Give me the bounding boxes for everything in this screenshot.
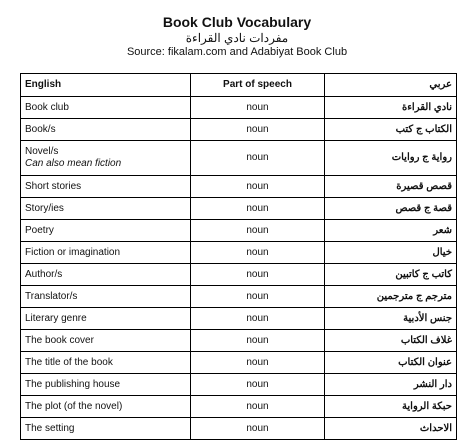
table-row <box>21 198 457 220</box>
arabic-cell: دار النشر <box>325 374 457 396</box>
english-term: Poetry <box>25 224 54 236</box>
english-cell <box>21 242 191 264</box>
table-row <box>21 418 457 440</box>
arabic-cell: رواية ج روايات <box>325 141 457 176</box>
table-row <box>21 220 457 242</box>
english-cell <box>21 330 191 352</box>
english-term: Novel/s <box>25 146 59 157</box>
english-note: Can also mean fiction <box>25 158 122 169</box>
english-term: The plot (of the novel) <box>25 400 123 412</box>
arabic-cell: شعر <box>325 220 457 242</box>
table-row <box>21 119 457 141</box>
english-cell <box>21 396 191 418</box>
source-line: Source: fikalam.com and Adabiyat Book Club <box>126 46 348 58</box>
english-cell <box>21 198 191 220</box>
english-cell <box>21 264 191 286</box>
part-of-speech-cell: noun <box>191 418 325 440</box>
english-cell <box>21 119 191 141</box>
table-row <box>21 242 457 264</box>
table-row <box>21 97 457 119</box>
arabic-cell: غلاف الكتاب <box>325 330 457 352</box>
table-body <box>21 97 457 440</box>
arabic-cell: نادي القراءة <box>325 97 457 119</box>
arabic-cell: كاتب ج كاتبين <box>325 264 457 286</box>
english-term: Fiction or imagination <box>25 246 121 258</box>
english-term: Author/s <box>25 268 63 280</box>
part-of-speech-cell: noun <box>191 396 325 418</box>
vocabulary-table <box>20 73 457 440</box>
english-term: Book club <box>25 101 69 113</box>
part-of-speech-cell: noun <box>191 198 325 220</box>
english-cell <box>21 97 191 119</box>
header-english: English <box>21 74 191 97</box>
arabic-cell: الكتاب ج كتب <box>325 119 457 141</box>
table-row <box>21 286 457 308</box>
arabic-cell: عنوان الكتاب <box>325 352 457 374</box>
table-row <box>21 374 457 396</box>
english-cell <box>21 286 191 308</box>
english-term: The publishing house <box>25 378 121 390</box>
english-term: Literary genre <box>25 312 87 324</box>
table-row <box>21 141 457 176</box>
part-of-speech-cell: noun <box>191 141 325 176</box>
table-row <box>21 176 457 198</box>
document-title: Book Club Vocabulary <box>162 14 312 30</box>
english-term: Short stories <box>25 180 82 192</box>
english-term: Translator/s <box>25 290 78 302</box>
arabic-cell: جنس الأدبية <box>325 308 457 330</box>
arabic-subtitle: مفردات نادي القراءة <box>185 31 289 45</box>
english-cell <box>21 141 191 176</box>
header-part-of-speech: Part of speech <box>191 74 325 97</box>
english-term: The setting <box>25 422 75 434</box>
part-of-speech-cell: noun <box>191 286 325 308</box>
table-row <box>21 352 457 374</box>
part-of-speech-cell: noun <box>191 242 325 264</box>
table-row <box>21 264 457 286</box>
english-cell <box>21 308 191 330</box>
arabic-cell: خيال <box>325 242 457 264</box>
table-row <box>21 396 457 418</box>
english-cell <box>21 374 191 396</box>
header-arabic: عربي <box>325 74 457 97</box>
part-of-speech-cell: noun <box>191 264 325 286</box>
english-cell <box>21 418 191 440</box>
table-header-row <box>21 74 457 97</box>
english-term: Book/s <box>25 123 56 135</box>
english-cell <box>21 220 191 242</box>
part-of-speech-cell: noun <box>191 352 325 374</box>
part-of-speech-cell: noun <box>191 97 325 119</box>
english-cell <box>21 176 191 198</box>
english-term: The book cover <box>25 334 94 346</box>
part-of-speech-cell: noun <box>191 330 325 352</box>
english-term: Story/ies <box>25 202 64 214</box>
arabic-cell: قصة ج قصص <box>325 198 457 220</box>
part-of-speech-cell: noun <box>191 119 325 141</box>
table-row <box>21 330 457 352</box>
arabic-cell: الاحداث <box>325 418 457 440</box>
part-of-speech-cell: noun <box>191 374 325 396</box>
arabic-cell: قصص قصيرة <box>325 176 457 198</box>
part-of-speech-cell: noun <box>191 220 325 242</box>
table-row <box>21 308 457 330</box>
english-term: The title of the book <box>25 356 113 368</box>
part-of-speech-cell: noun <box>191 308 325 330</box>
part-of-speech-cell: noun <box>191 176 325 198</box>
arabic-cell: حبكة الرواية <box>325 396 457 418</box>
english-cell <box>21 352 191 374</box>
arabic-cell: مترجم ج مترجمين <box>325 286 457 308</box>
